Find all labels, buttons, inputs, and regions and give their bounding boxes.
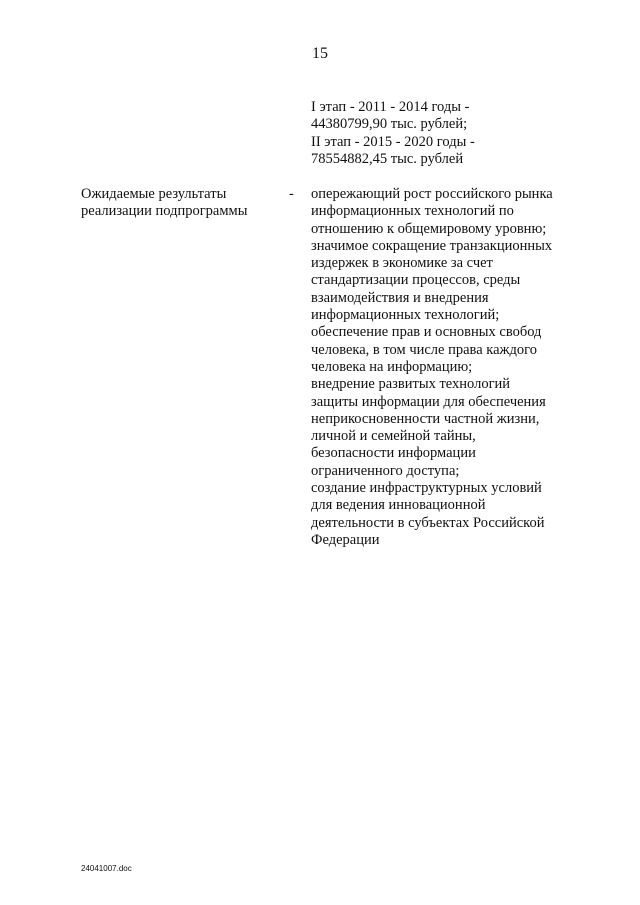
results-text-line: деятельности в субъектах Российской [311,514,545,531]
results-text [311,186,553,549]
funding-line: I этап - 2011 - 2014 годы - [311,99,470,115]
results-text-line: защиты информации для обеспечения [311,393,546,410]
results-label [81,186,247,221]
footer-filename: 24041007.doc [81,864,132,873]
results-text-line: Федерации [311,531,380,548]
results-text-line: значимое сокращение транзакционных [311,237,553,254]
results-text-line: опережающий рост российского рынка [311,186,553,202]
results-text-line: издержек в экономике за счет [311,255,493,272]
results-label-line: реализации подпрограммы [81,203,248,220]
results-text-line: безопасности информации [311,445,476,462]
page-number: 15 [312,45,328,62]
results-text-line: взаимодействия и внедрения [311,289,489,306]
results-text-line: неприкосновенности частной жизни, [311,410,540,427]
results-dash: - [289,186,294,202]
results-text-line: ограниченного доступа; [311,462,460,479]
results-label-line: Ожидаемые результаты [81,186,227,202]
results-text-line: для ведения инновационной [311,497,486,514]
funding-line: 78554882,45 тыс. рублей [311,150,464,167]
results-text-line: стандартизации процессов, среды [311,272,521,289]
results-text-line: человека, в том числе права каждого [311,341,538,358]
funding-line: 44380799,90 тыс. рублей; [311,116,468,133]
results-text-line: информационных технологий; [311,307,500,324]
results-text-line: личной и семейной тайны, [311,428,476,445]
results-text-line: обеспечение прав и основных свобод [311,324,542,341]
results-text-line: человека на информацию; [311,358,473,375]
results-text-line: отношению к общемировому уровню; [311,220,547,237]
funding-stages [311,99,475,168]
results-text-line: информационных технологий по [311,203,514,220]
results-text-line: внедрение развитых технологий [311,376,511,393]
results-text-line: создание инфраструктурных условий [311,480,542,497]
funding-line: II этап - 2015 - 2020 годы - [311,133,475,150]
